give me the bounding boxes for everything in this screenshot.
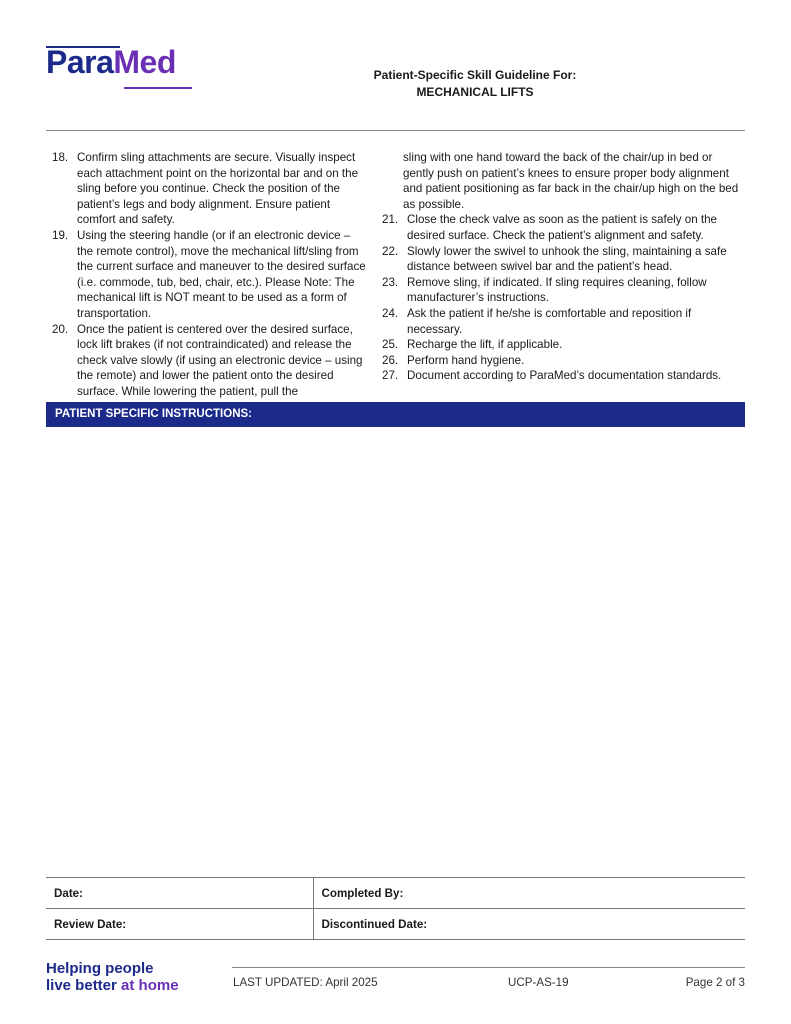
steps-left-column [46, 150, 366, 400]
review-date-field-label: Review Date: [46, 909, 313, 940]
step-number: 26. [382, 353, 399, 367]
title-line-2: MECHANICAL LIFTS [416, 85, 534, 99]
tagline-line-1: Helping people [46, 960, 154, 977]
step-item [376, 275, 742, 306]
document-code: UCP-AS-19 [508, 976, 569, 989]
logo-accent-line-bottom [124, 87, 192, 89]
step-text: Confirm sling attachments are secure. Visually inspect each attachment point on the horizontal bar and on the sling before you continue. Check the position of the patient’s legs and body alignment. Ensure patient comfort and safety. [77, 151, 359, 227]
step-text: Perform hand hygiene. [407, 353, 525, 367]
step-number: 24. [382, 306, 399, 320]
page-number: Page 2 of 3 [685, 976, 745, 989]
last-updated-text: LAST UPDATED: April 2025 [233, 976, 378, 989]
step-item [376, 368, 742, 384]
paramed-logo [46, 46, 176, 78]
step-item [376, 337, 742, 353]
signoff-row [46, 878, 745, 909]
header-divider [46, 130, 745, 131]
tagline-line-2 [46, 977, 179, 994]
completed-by-field-label: Completed By: [313, 878, 745, 909]
step-item [376, 244, 742, 275]
logo-text-para: Para [46, 44, 114, 80]
title-line-1: Patient-Specific Skill Guideline For: [373, 68, 577, 82]
step-text: Remove sling, if indicated. If sling requires cleaning, follow manufacturer’s instructions. [407, 275, 707, 305]
step-number: 20. [52, 322, 69, 336]
step-item [376, 353, 742, 369]
step-20-continuation: sling with one hand toward the back of the chair/up in bed or gently push on patient’s knees to ensure proper body alignment and patient positioning as far back in the chair/up high on the bed as possible. [403, 151, 739, 211]
step-number: 19. [52, 228, 69, 242]
footer-divider [232, 967, 745, 968]
patient-specific-instructions-heading: PATIENT SPECIFIC INSTRUCTIONS: [46, 402, 745, 427]
step-text: Slowly lower the swivel to unhook the sling, maintaining a safe distance between swivel bar and the patient’s head. [407, 244, 727, 274]
tagline-line-2-accent: at home [121, 977, 179, 994]
step-number: 18. [52, 151, 69, 164]
step-item [46, 150, 366, 228]
step-number: 21. [382, 213, 399, 227]
step-number: 23. [382, 275, 399, 289]
logo-text-med: Med [113, 44, 176, 80]
step-item [46, 228, 366, 322]
step-item [376, 212, 742, 243]
document-title [340, 67, 610, 101]
step-item [46, 322, 366, 400]
step-number: 27. [382, 369, 399, 383]
steps-right-column [376, 150, 742, 384]
step-number: 25. [382, 338, 399, 352]
step-text: Ask the patient if he/she is comfortable and reposition if necessary. [407, 306, 692, 336]
step-item [376, 306, 742, 337]
date-field-label: Date: [46, 878, 313, 909]
step-text: Document according to ParaMed’s documentation standards. [407, 369, 722, 383]
discontinued-date-field-label: Discontinued Date: [313, 909, 745, 940]
signoff-table [46, 877, 745, 940]
step-text: Once the patient is centered over the desired surface, lock lift brakes (if not contraindicated) and release the check valve slowly (if using an electronic device – using the remote) and lower the patient onto the desired surface. While lowering the patient, pull the [77, 322, 363, 398]
step-text: Recharge the lift, if applicable. [407, 338, 563, 352]
signoff-row [46, 909, 745, 940]
step-text: Using the steering handle (or if an electronic device – the remote control), move the mechanical lift/sling from the current surface and maneuver to the desired surface (i.e. commode, tub, bed, chair, etc.). Please Note: The mechanical lift is NOT meant to be used as a form of transportation. [77, 228, 366, 320]
step-number: 22. [382, 244, 399, 258]
tagline-line-2-start: live better [46, 977, 122, 994]
step-text: Close the check valve as soon as the patient is safely on the desired surface. Check the patient’s alignment and safety. [407, 213, 717, 242]
brand-tagline [46, 960, 179, 994]
